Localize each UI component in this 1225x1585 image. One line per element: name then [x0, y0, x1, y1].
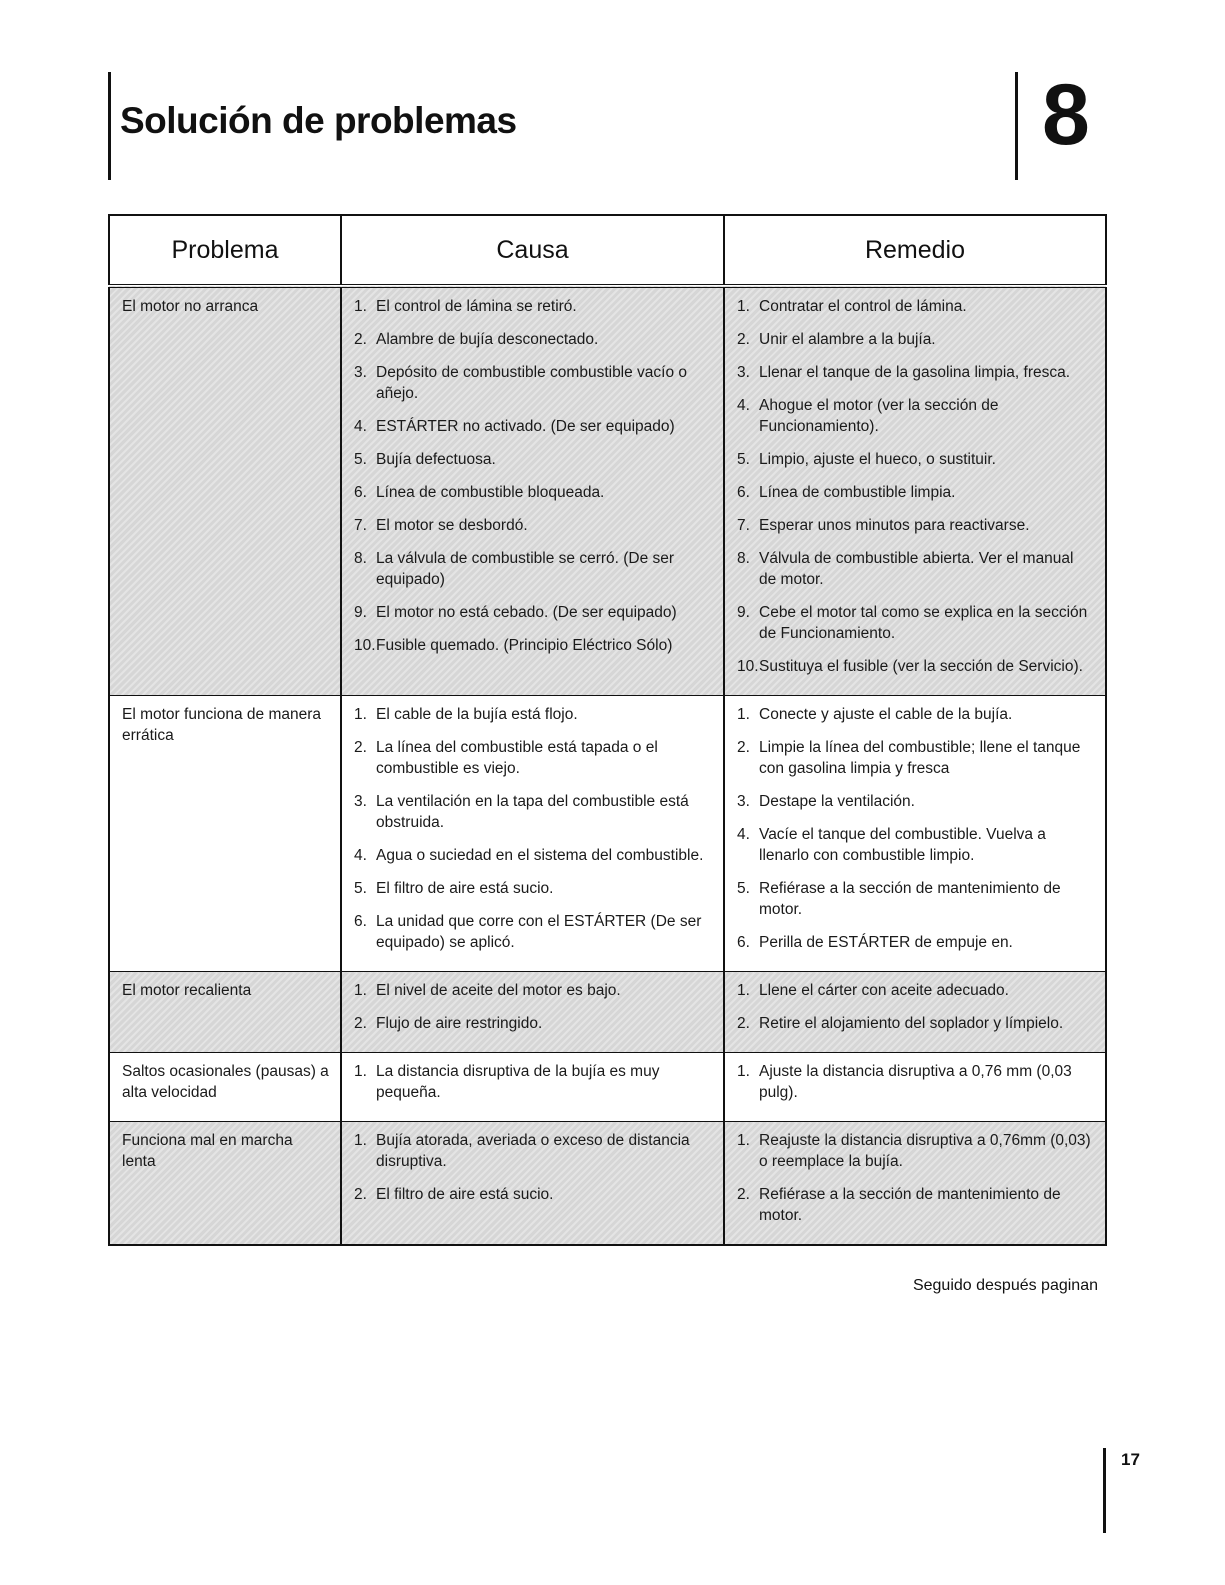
- remedy-item: [737, 602, 1095, 644]
- cause-item: [354, 878, 713, 899]
- problem-cell: El motor recalienta: [109, 972, 341, 1053]
- item-number: 10.: [354, 637, 376, 654]
- remedy-item: [737, 980, 1095, 1001]
- column-header-problem: Problema: [109, 215, 341, 286]
- cause-item: [354, 548, 713, 590]
- item-number: 4.: [737, 397, 750, 414]
- remedy-item: [737, 329, 1095, 350]
- item-number: 9.: [737, 604, 750, 621]
- cause-item: [354, 1130, 713, 1172]
- table-row: [109, 1053, 1106, 1122]
- item-number: 2.: [354, 1186, 367, 1203]
- item-text: Línea de combustible limpia.: [759, 484, 956, 501]
- remedy-item: [737, 704, 1095, 725]
- item-text: Reajuste la distancia disruptiva a 0,76mm (0,03) o reemplace la bujía.: [759, 1132, 1091, 1170]
- remedy-item: [737, 824, 1095, 866]
- item-text: Flujo de aire restringido.: [376, 1015, 543, 1032]
- remedy-item: [737, 515, 1095, 536]
- item-text: Esperar unos minutos para reactivarse.: [759, 517, 1030, 534]
- item-text: Refiérase a la sección de mantenimiento de motor.: [759, 880, 1061, 918]
- cause-item: [354, 845, 713, 866]
- cause-item: [354, 449, 713, 470]
- remedy-item: [737, 932, 1095, 953]
- item-number: 1.: [354, 982, 367, 999]
- remedy-cell: [724, 286, 1106, 696]
- item-number: 6.: [354, 484, 367, 501]
- item-number: 3.: [354, 364, 367, 381]
- item-number: 2.: [354, 331, 367, 348]
- cause-item: [354, 329, 713, 350]
- remedy-cell: [724, 1053, 1106, 1122]
- item-number: 2.: [737, 1186, 750, 1203]
- item-number: 10.: [737, 658, 759, 675]
- column-header-cause: Causa: [341, 215, 724, 286]
- table-row: [109, 286, 1106, 696]
- item-text: Alambre de bujía desconectado.: [376, 331, 599, 348]
- title-rule-right: [1015, 72, 1018, 180]
- page-title: Solución de problemas: [120, 100, 517, 141]
- item-text: Fusible quemado. (Principio Eléctrico Sólo): [376, 637, 673, 654]
- item-text: El cable de la bujía está flojo.: [376, 706, 578, 723]
- item-text: Limpie la línea del combustible; llene el tanque con gasolina limpia y fresca: [759, 739, 1081, 777]
- item-number: 5.: [737, 880, 750, 897]
- item-number: 2.: [354, 1015, 367, 1032]
- table-row: [109, 696, 1106, 972]
- item-number: 5.: [737, 451, 750, 468]
- cause-list: [354, 1130, 713, 1205]
- remedy-item: [737, 1184, 1095, 1226]
- title-rule-left: [108, 72, 111, 180]
- item-text: Conecte y ajuste el cable de la bujía.: [759, 706, 1013, 723]
- item-text: La ventilación en la tapa del combustible está obstruida.: [376, 793, 689, 831]
- item-text: La línea del combustible está tapada o el combustible es viejo.: [376, 739, 658, 777]
- cause-item: [354, 482, 713, 503]
- troubleshooting-table: [108, 214, 1107, 1246]
- remedy-item: [737, 296, 1095, 317]
- item-number: 1.: [354, 706, 367, 723]
- item-number: 3.: [737, 364, 750, 381]
- remedy-list: [737, 704, 1095, 953]
- item-text: El filtro de aire está sucio.: [376, 1186, 554, 1203]
- problem-cell: El motor funciona de manera errática: [109, 696, 341, 972]
- item-number: 8.: [737, 550, 750, 567]
- problem-cell: Funciona mal en marcha lenta: [109, 1122, 341, 1246]
- item-number: 8.: [354, 550, 367, 567]
- item-text: Línea de combustible bloqueada.: [376, 484, 605, 501]
- item-text: Destape la ventilación.: [759, 793, 915, 810]
- chapter-number: 8: [1042, 67, 1090, 163]
- item-number: 9.: [354, 604, 367, 621]
- cause-item: [354, 362, 713, 404]
- item-number: 6.: [737, 484, 750, 501]
- item-text: Llenar el tanque de la gasolina limpia, fresca.: [759, 364, 1071, 381]
- item-number: 7.: [354, 517, 367, 534]
- cause-cell: [341, 1053, 724, 1122]
- cause-cell: [341, 696, 724, 972]
- item-number: 2.: [737, 331, 750, 348]
- cause-item: [354, 635, 713, 656]
- remedy-item: [737, 548, 1095, 590]
- remedy-item: [737, 791, 1095, 812]
- cause-list: [354, 1061, 713, 1103]
- page-number-rule: [1103, 1448, 1106, 1533]
- remedy-item: [737, 449, 1095, 470]
- item-number: 5.: [354, 451, 367, 468]
- item-number: 4.: [354, 847, 367, 864]
- item-text: Limpio, ajuste el hueco, o sustituir.: [759, 451, 996, 468]
- item-text: La válvula de combustible se cerró. (De ser equipado): [376, 550, 675, 588]
- item-text: Depósito de combustible combustible vacío o añejo.: [376, 364, 688, 402]
- remedy-list: [737, 1130, 1095, 1226]
- item-text: Vacíe el tanque del combustible. Vuelva a llenarlo con combustible limpio.: [759, 826, 1046, 864]
- cause-item: [354, 791, 713, 833]
- item-text: Agua o suciedad en el sistema del combustible.: [376, 847, 704, 864]
- cause-item: [354, 1013, 713, 1034]
- remedy-list: [737, 1061, 1095, 1103]
- cause-list: [354, 296, 713, 656]
- item-text: Bujía defectuosa.: [376, 451, 496, 468]
- item-text: La unidad que corre con el ESTÁRTER (De ser equipado) se aplicó.: [376, 913, 702, 951]
- item-number: 2.: [354, 739, 367, 756]
- item-text: Sustituya el fusible (ver la sección de Servicio).: [759, 658, 1083, 675]
- item-number: 1.: [737, 706, 750, 723]
- remedy-cell: [724, 696, 1106, 972]
- item-text: Llene el cárter con aceite adecuado.: [759, 982, 1009, 999]
- item-text: Retire el alojamiento del soplador y límpielo.: [759, 1015, 1064, 1032]
- remedy-item: [737, 482, 1095, 503]
- table-header-row: [109, 215, 1106, 286]
- problem-cell: El motor no arranca: [109, 286, 341, 696]
- item-text: Cebe el motor tal como se explica en la sección de Funcionamiento.: [759, 604, 1088, 642]
- table-row: [109, 1122, 1106, 1246]
- item-number: 3.: [354, 793, 367, 810]
- item-text: La distancia disruptiva de la bujía es muy pequeña.: [376, 1063, 660, 1101]
- item-number: 2.: [737, 739, 750, 756]
- item-text: ESTÁRTER no activado. (De ser equipado): [376, 418, 675, 435]
- cause-item: [354, 737, 713, 779]
- cause-item: [354, 704, 713, 725]
- item-number: 1.: [737, 298, 750, 315]
- remedy-cell: [724, 972, 1106, 1053]
- item-number: 3.: [737, 793, 750, 810]
- problem-cell: Saltos ocasionales (pausas) a alta velocidad: [109, 1053, 341, 1122]
- cause-item: [354, 416, 713, 437]
- cause-cell: [341, 1122, 724, 1246]
- remedy-item: [737, 737, 1095, 779]
- continued-note: Seguido después paginan: [912, 1277, 1098, 1294]
- column-header-remedy: Remedio: [724, 215, 1106, 286]
- remedy-item: [737, 1130, 1095, 1172]
- cause-item: [354, 296, 713, 317]
- item-text: El motor se desbordó.: [376, 517, 528, 534]
- item-text: Bujía atorada, averiada o exceso de distancia disruptiva.: [376, 1132, 690, 1170]
- cause-item: [354, 980, 713, 1001]
- item-number: 7.: [737, 517, 750, 534]
- item-text: El nivel de aceite del motor es bajo.: [376, 982, 621, 999]
- item-number: 6.: [354, 913, 367, 930]
- remedy-cell: [724, 1122, 1106, 1246]
- cause-item: [354, 602, 713, 623]
- table-body: [109, 286, 1106, 1245]
- item-number: 1.: [354, 298, 367, 315]
- remedy-list: [737, 296, 1095, 677]
- item-number: 1.: [354, 1063, 367, 1080]
- item-number: 1.: [354, 1132, 367, 1149]
- cause-item: [354, 515, 713, 536]
- remedy-item: [737, 1013, 1095, 1034]
- item-number: 4.: [354, 418, 367, 435]
- item-text: Ahogue el motor (ver la sección de Funcionamiento).: [759, 397, 999, 435]
- cause-item: [354, 1061, 713, 1103]
- page-number: 17: [1121, 1450, 1140, 1469]
- item-number: 2.: [737, 1015, 750, 1032]
- item-number: 1.: [737, 1063, 750, 1080]
- item-number: 5.: [354, 880, 367, 897]
- item-number: 6.: [737, 934, 750, 951]
- item-text: El control de lámina se retiró.: [376, 298, 577, 315]
- remedy-list: [737, 980, 1095, 1034]
- item-text: Unir el alambre a la bujía.: [759, 331, 936, 348]
- item-text: Contratar el control de lámina.: [759, 298, 967, 315]
- item-text: Perilla de ESTÁRTER de empuje en.: [759, 934, 1013, 951]
- item-text: El filtro de aire está sucio.: [376, 880, 554, 897]
- cause-item: [354, 1184, 713, 1205]
- item-text: Refiérase a la sección de mantenimiento de motor.: [759, 1186, 1061, 1224]
- item-text: Ajuste la distancia disruptiva a 0,76 mm (0,03 pulg).: [759, 1063, 1072, 1101]
- remedy-item: [737, 878, 1095, 920]
- item-number: 1.: [737, 982, 750, 999]
- remedy-item: [737, 362, 1095, 383]
- remedy-item: [737, 656, 1095, 677]
- table-row: [109, 972, 1106, 1053]
- item-text: Válvula de combustible abierta. Ver el manual de motor.: [759, 550, 1074, 588]
- cause-list: [354, 704, 713, 953]
- cause-cell: [341, 972, 724, 1053]
- item-text: El motor no está cebado. (De ser equipado): [376, 604, 677, 621]
- remedy-item: [737, 395, 1095, 437]
- cause-list: [354, 980, 713, 1034]
- item-number: 1.: [737, 1132, 750, 1149]
- cause-cell: [341, 286, 724, 696]
- cause-item: [354, 911, 713, 953]
- item-number: 4.: [737, 826, 750, 843]
- remedy-item: [737, 1061, 1095, 1103]
